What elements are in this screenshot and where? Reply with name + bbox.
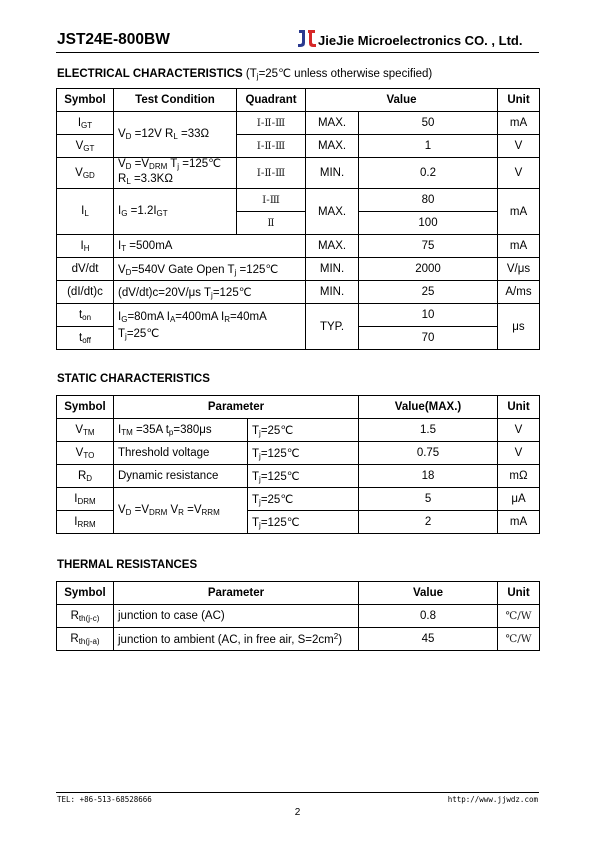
symbol-cell: $I_L$ [57,189,114,235]
symbol-cell: $t_{on}$ [57,304,114,327]
table-row [57,628,540,651]
value-cell: 80 [359,189,498,212]
thermal-table [56,581,540,651]
condition-cell: $I_G=80mA$ $I_A=400mA$ $I_R=40mA$ $T_j=25℃$ [114,304,306,350]
parameter-cell: junction to case (AC) [114,605,359,628]
unit-cell: mA [498,189,540,235]
value-cell: 100 [359,212,498,235]
type-cell: MIN. [306,258,359,281]
header-symbol: Symbol [57,396,114,419]
unit-cell: V [498,419,540,442]
unit-cell: V [498,135,540,158]
header-parameter: Parameter [114,396,359,419]
value-cell: 2 [359,511,498,534]
unit-cell: mA [498,112,540,135]
symbol-cell: $I_H$ [57,235,114,258]
condition-cell: $V_D =12V$ $R_L =33\Omega$ [114,112,237,158]
unit-cell: mΩ [498,465,540,488]
header-unit: Unit [498,396,540,419]
electrical-table [56,88,540,350]
header-unit: Unit [498,89,540,112]
header-value: Value [359,582,498,605]
unit-cell: ℃/W [498,605,540,628]
symbol-cell: $I_{GT}$ [57,112,114,135]
table-row [57,189,540,212]
value-cell: 0.2 [359,158,498,189]
footer-website-link[interactable]: http://www.jjwdz.com [447,795,538,804]
unit-cell: mA [498,511,540,534]
condition-cell: $V_D =V_{DRM}$ $T_j$ =125℃ $R_L =3.3K\Omega$ [114,158,237,189]
footer-divider [56,792,539,793]
company-logo-icon [296,27,318,48]
symbol-cell: $R_{th(j-a)}$ [57,628,114,651]
symbol-cell: $I_{DRM}$ [57,488,114,511]
condition-cell: (dV/dt)c=20V/μs $T_j=125℃$ [114,281,306,304]
temperature-cell: $T_j=25℃$ [248,419,359,442]
header-unit: Unit [498,582,540,605]
electrical-note: ($T_j=25℃$ unless otherwise specified) [245,68,433,81]
value-cell: 10 [359,304,498,327]
temperature-cell: $T_j=125℃$ [248,465,359,488]
table-row [57,258,540,281]
value-cell: 1 [359,135,498,158]
unit-cell: mA [498,235,540,258]
header-condition: Test Condition [114,89,237,112]
table-row [57,158,540,189]
value-cell: 5 [359,488,498,511]
type-cell: MAX. [306,189,359,235]
table-header-row [57,582,540,605]
static-section-title: STATIC CHARACTERISTICS [57,373,210,385]
unit-cell: ℃/W [498,628,540,651]
table-row [57,304,540,327]
unit-cell: V/μs [498,258,540,281]
symbol-cell: dV/dt [57,258,114,281]
header-symbol: Symbol [57,582,114,605]
type-cell: MAX. [306,135,359,158]
unit-cell: V [498,158,540,189]
value-cell: 0.75 [359,442,498,465]
quadrant-cell: Ⅰ-Ⅱ-Ⅲ [237,135,306,158]
header-quadrant: Quadrant [237,89,306,112]
symbol-cell: (dI/dt)c [57,281,114,304]
page-number: 2 [294,807,301,818]
table-header-row [57,89,540,112]
symbol-cell: $V_{GD}$ [57,158,114,189]
header-divider [56,52,539,53]
type-cell: TYP. [306,304,359,350]
unit-cell: V [498,442,540,465]
static-table [56,395,540,534]
table-row [57,488,540,511]
header-parameter: Parameter [114,582,359,605]
quadrant-cell: Ⅰ-Ⅲ [237,189,306,212]
value-cell: 2000 [359,258,498,281]
header-symbol: Symbol [57,89,114,112]
table-row [57,112,540,135]
unit-cell: μA [498,488,540,511]
electrical-title-text: ELECTRICAL CHARACTERISTICS [57,68,243,80]
unit-cell: μs [498,304,540,350]
header-value: Value(MAX.) [359,396,498,419]
condition-cell: $I_T =500mA$ [114,235,306,258]
value-cell: 18 [359,465,498,488]
symbol-cell: $R_D$ [57,465,114,488]
thermal-section-title: THERMAL RESISTANCES [57,559,198,571]
quadrant-cell: Ⅱ [237,212,306,235]
symbol-cell: $R_{th(j-c)}$ [57,605,114,628]
quadrant-cell: Ⅰ-Ⅱ-Ⅲ [237,112,306,135]
symbol-cell: $t_{off}$ [57,327,114,350]
temperature-cell: $T_j=125℃$ [248,511,359,534]
table-header-row [57,396,540,419]
electrical-section-title [57,66,432,81]
condition-cell: $V_D=540V$ Gate Open $T_j$ =125℃ [114,258,306,281]
value-cell: 45 [359,628,498,651]
parameter-cell: Dynamic resistance [114,465,248,488]
parameter-cell: $I_{TM} =35A$ $t_p=380\mu s$ [114,419,248,442]
part-number: JST24E-800BW [57,31,170,48]
type-cell: MIN. [306,281,359,304]
symbol-cell: $I_{RRM}$ [57,511,114,534]
temperature-cell: $T_j=125℃$ [248,442,359,465]
type-cell: MAX. [306,112,359,135]
table-row [57,465,540,488]
type-cell: MAX. [306,235,359,258]
temperature-cell: $T_j=25℃$ [248,488,359,511]
quadrant-cell: Ⅰ-Ⅱ-Ⅲ [237,158,306,189]
footer-phone: TEL: +86-513-68528666 [57,795,152,804]
value-cell: 75 [359,235,498,258]
symbol-cell: $V_{TM}$ [57,419,114,442]
value-cell: 1.5 [359,419,498,442]
parameter-cell: $V_D =V_{DRM}$ $V_R =V_{RRM}$ [114,488,248,534]
table-row [57,605,540,628]
table-row [57,281,540,304]
value-cell: 70 [359,327,498,350]
table-row [57,442,540,465]
value-cell: 0.8 [359,605,498,628]
type-cell: MIN. [306,158,359,189]
header-value: Value [306,89,498,112]
condition-cell: $I_G =1.2I_{GT}$ [114,189,237,235]
symbol-cell: $V_{TO}$ [57,442,114,465]
value-cell: 50 [359,112,498,135]
symbol-cell: $V_{GT}$ [57,135,114,158]
unit-cell: A/ms [498,281,540,304]
company-name: JieJie Microelectronics CO. , Ltd. [318,33,523,48]
table-row [57,419,540,442]
parameter-cell: junction to ambient (AC, in free air, $S=2cm^2$) [114,628,359,651]
value-cell: 25 [359,281,498,304]
table-row [57,235,540,258]
parameter-cell: Threshold voltage [114,442,248,465]
